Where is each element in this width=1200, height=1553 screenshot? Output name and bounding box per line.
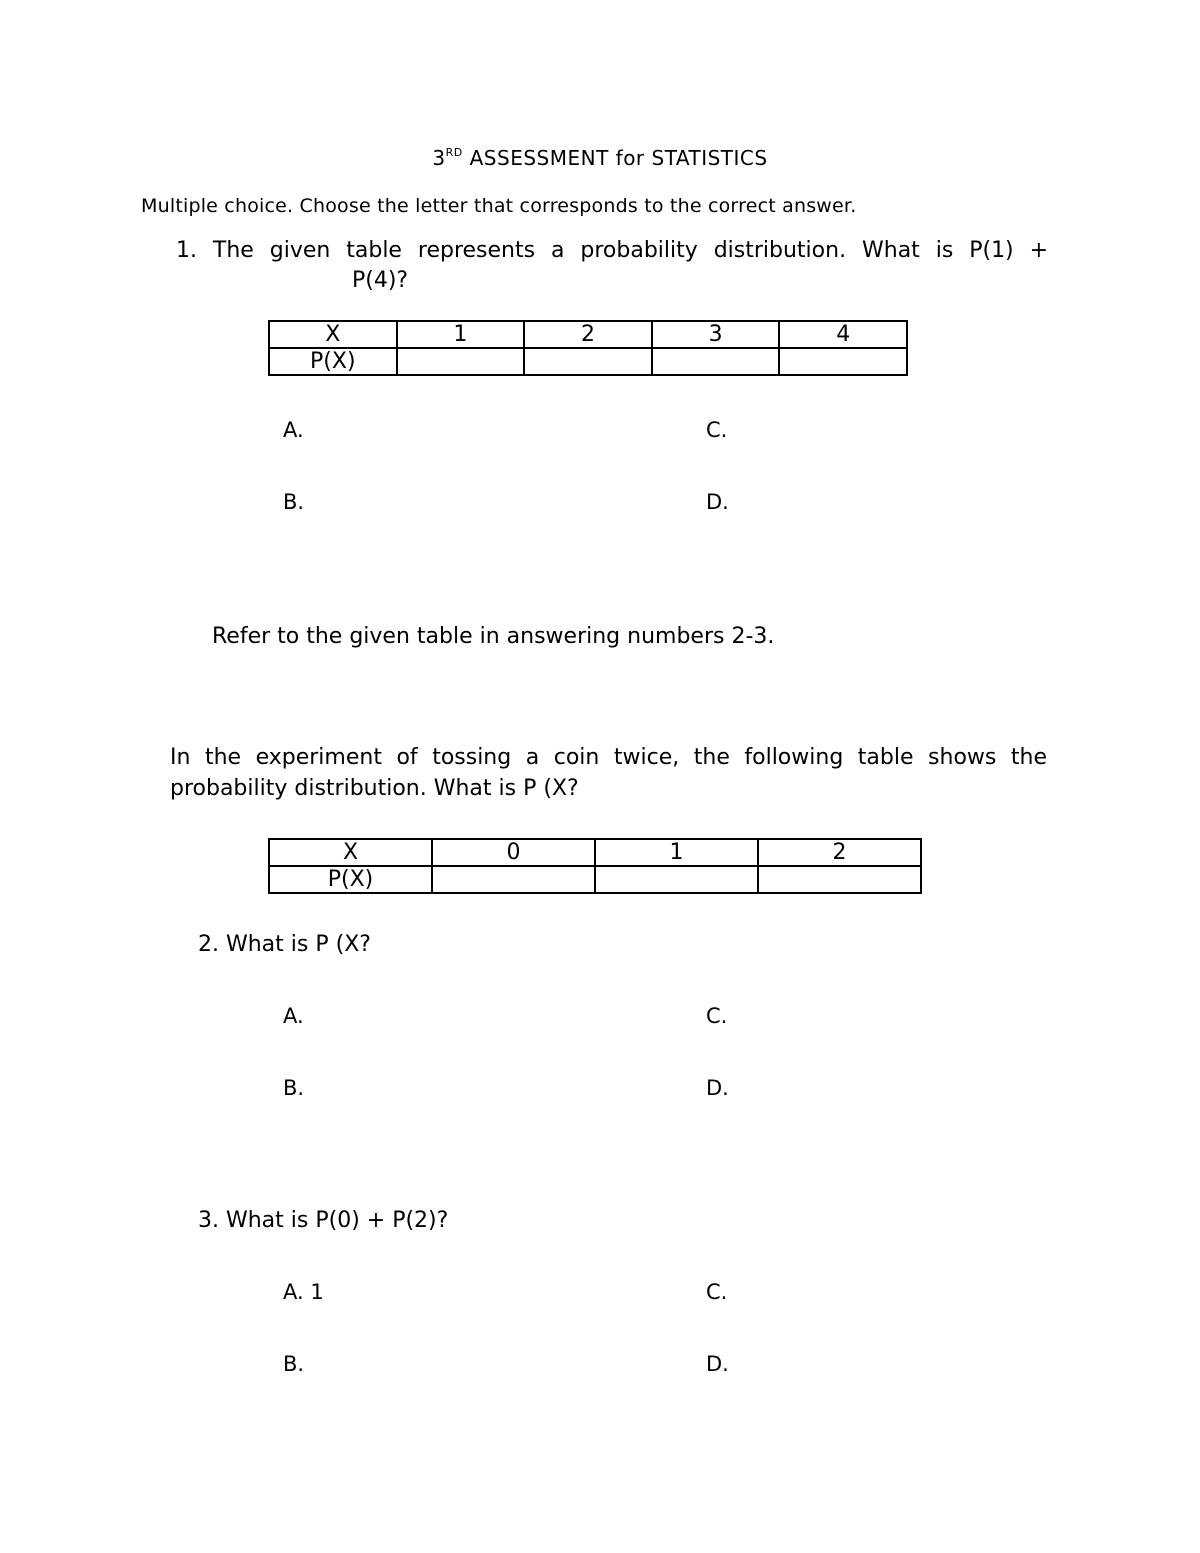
table-cell-x: 1 [595,839,758,866]
probability-table-1 [268,320,908,376]
title-number: 3 [432,146,446,170]
table-header-x: X [269,321,397,348]
q2-option-b: B. [283,1076,305,1100]
table-cell-px [432,866,595,893]
table-cell-x: 4 [779,321,907,348]
table-cell-px [595,866,758,893]
q2-option-c: C. [706,1004,728,1028]
q2-option-d: D. [706,1076,729,1100]
q3-option-b: B. [283,1352,305,1376]
question-1-text-continued: P(4)? [352,268,409,293]
q1-option-c: C. [706,418,728,442]
q1-option-a: A. [283,418,304,442]
q1-option-d: D. [706,490,729,514]
experiment-text-continued: probability distribution. What is P (X? [170,776,579,801]
question-3-text: 3. What is P(0) + P(2)? [198,1208,449,1233]
q3-option-d: D. [706,1352,729,1376]
table-cell-px [652,348,780,375]
table-cell-px [758,866,921,893]
table-row [269,839,921,866]
instructions: Multiple choice. Choose the letter that corresponds to the correct answer. [141,195,857,217]
table-cell-x: 0 [432,839,595,866]
table-cell-x: 2 [758,839,921,866]
table-cell-x: 3 [652,321,780,348]
table-cell-x: 2 [524,321,652,348]
q3-option-c: C. [706,1280,728,1304]
table-row [269,321,907,348]
q1-option-b: B. [283,490,305,514]
table-header-x: X [269,839,432,866]
title-superscript: RD [445,146,463,159]
experiment-text: In the experiment of tossing a coin twice, the following table shows the [170,745,1047,770]
q3-option-a: A. 1 [283,1280,324,1304]
table-cell-x: 1 [397,321,525,348]
table-row [269,866,921,893]
page-title [0,146,1200,170]
question-1-text: 1. The given table represents a probability distribution. What is P(1) + [176,238,1048,263]
probability-table-2 [268,838,922,894]
table-header-px: P(X) [269,866,432,893]
table-cell-px [779,348,907,375]
q2-option-a: A. [283,1004,304,1028]
table-cell-px [397,348,525,375]
table-cell-px [524,348,652,375]
table-header-px: P(X) [269,348,397,375]
refer-instruction: Refer to the given table in answering numbers 2-3. [212,624,775,649]
table-row [269,348,907,375]
title-text: ASSESSMENT for STATISTICS [462,146,768,170]
question-2-text: 2. What is P (X? [198,932,371,957]
